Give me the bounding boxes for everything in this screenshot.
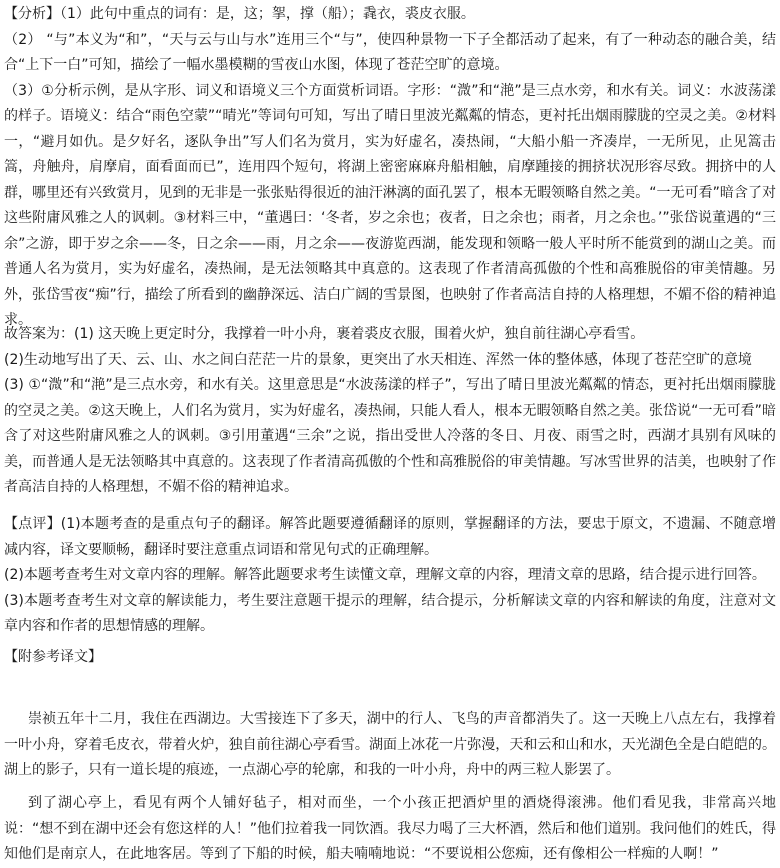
comment-line-2: (2)本题考查考生对文章内容的理解。解答此题要求考生读懂文章，理解文章的内容，理清文章的思路，结合提示进行回答。 <box>4 567 766 583</box>
answer-line-1: 故答案为：(1) 这天晚上更定时分，我撑着一叶小舟，裹着裘皮衣服，围着火炉，独自前往湖心亭看雪。 <box>4 326 645 342</box>
answer-line-2: (2)生动地写出了天、云、山、水之间白茫茫一片的景象，更突出了水天相连、浑然一体的整体感，体现了苍茫空旷的意境 <box>4 351 752 368</box>
comment-line-1: 【点评】(1)本题考查的是重点句子的翻译。解答此题要遵循翻译的原则，掌握翻译的方法，要忠于原文，不遗漏、不随意增减内容，译文要顺畅，翻译时要注意重点词语和常见句式的正确理解。 <box>4 516 776 558</box>
analysis-line-3: （3）①分析示例，是从字形、词义和语境义三个方面赏析词语。字形：“溦”和“滟”是三点水旁，和水有关。词义：水波荡漾的样子。语境义：结合“雨色空蒙”“晴光”等词句可知，写出了晴日里波光粼粼的情态，更衬托出烟雨朦胧的空灵之美。②材料一，“避月如仇。是夕好名，逐队争出”写人们名为赏月，实为好虚名，凑热闹，“大船小船一齐凑岸，一无所见，止见篙击篙，舟触舟，肩摩肩，面看面而已”，连用四个短句，将湖上密密麻麻舟船相触，肩摩踵接的拥挤状况形容尽致。拥挤中的人群，哪里还有兴致赏月，见到的无非是一张张贴得很近的油汗淋漓的面孔罢了，根本无暇领略自然之美。“一无可看”暗含了对这些附庸风雅之人的讽刺。③材料三中，“董遇曰：‘冬者，岁之余也；夜者，日之余也；雨者，月之余也。’”张岱说董遇的“三余”之游，即于岁之余——冬，日之余——雨，月之余——夜游览西湖，能发现和领略一般人平时所不能赏到的湖山之美。而普通人名为赏月，实为好虚名，凑热闹，是无法领略其中真意的。这表现了作者清高孤傲的个性和高雅脱俗的审美情趣。另外，张岱雪夜“痴”行，描绘了所看到的幽静深远、洁白广阔的雪景图，也映射了作者高洁自持的人格理想，不媚不俗的精神追求。 <box>4 82 776 328</box>
analysis-line-1: 【分析】（1）此句中重点的词有：是，这；挐，撑（船）；毳衣，裘皮衣服。 <box>4 6 475 22</box>
reference-title: 【附参考译文】 <box>4 649 102 665</box>
analysis-section <box>4 2 776 334</box>
analysis-line-2: （2） “与”本义为“和”，“天与云与山与水”连用三个“与”，使四种景物一下子全都活动了起来，有了一种动态的融合美，结合“上下一白”可知，描绘了一幅水墨模糊的雪夜山水图，体现了苍茫空旷的意境。 <box>4 31 776 73</box>
reference-paragraph-2: 到了湖心亭上，看见有两个人铺好毡子，相对而坐，一个小孩正把酒炉里的酒烧得滚沸。他们看见我，非常高兴地说：“想不到在湖中还会有您这样的人！”他们拉着我一同饮酒。我尽力喝了三大杯酒，然后和他们道别。我问他们的姓氏，得知他们是南京人，在此地客居。等到了下船的时候，船夫喃喃地说：“不要说相公您痴，还有像相公一样痴的人啊！” <box>4 795 776 862</box>
comment-section <box>4 512 776 640</box>
answer-section <box>4 322 776 501</box>
reference-paragraph-1: 崇祯五年十二月，我住在西湖边。大雪接连下了多天，湖中的行人、飞鸟的声音都消失了。这一天晚上八点左右，我撑着一叶小舟，穿着毛皮衣，带着火炉，独自前往湖心亭看雪。湖面上冰花一片弥漫，天和云和山和水，天光湖色全是白皑皑的。湖上的影子，只有一道长堤的痕迹，一点湖心亭的轮廓，和我的一叶小舟，舟中的两三粒人影罢了。 <box>4 711 776 778</box>
answer-line-3: (3) ①“溦”和“滟”是三点水旁，和水有关。这里意思是“水波荡漾的样子”，写出了晴日里波光粼粼的情态，更衬托出烟雨朦胧的空灵之美。②这天晚上，人们名为赏月，实为好虚名，凑热闹，只能人看人，根本无暇领略自然之美。张岱说“一无可看”暗含了对这些附庸风雅之人的讽刺。③引用董遇“三余”之说，指出受世人冷落的冬日、月夜、雨雪之时，西湖才具别有风味的美，而普通人是无法领略其中真意的。这表现了作者清高孤傲的个性和高雅脱俗的审美情趣。写冰雪世界的洁美，也映射了作者高洁自持的人格理想，不媚不俗的精神追求。 <box>4 377 776 495</box>
comment-line-3: (3)本题考查考生对文章的解读能力，考生要注意题干提示的理解，结合提示，分析解读文章的内容和解读的角度，注意对文章内容和作者的思想情感的理解。 <box>4 592 776 634</box>
